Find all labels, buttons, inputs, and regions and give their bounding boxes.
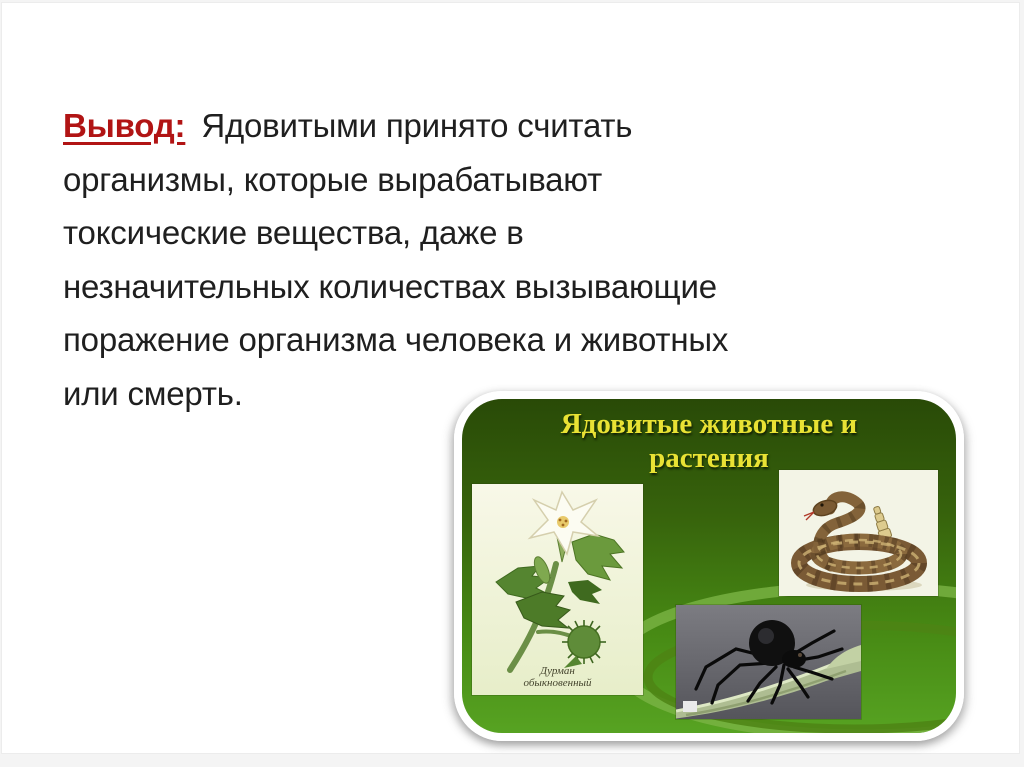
rattlesnake-illustration-icon — [779, 470, 938, 596]
conclusion-line-text: Ядовитыми принято считать — [201, 107, 633, 144]
presentation-slide — [1, 2, 1020, 754]
black-widow-spider-image — [676, 605, 861, 719]
poster-title-line: Ядовитые животные и — [560, 408, 858, 440]
plant-caption-line: Дурман — [540, 665, 575, 677]
conclusion-line: токсические вещества, даже в — [63, 214, 524, 251]
spider-illustration-icon — [676, 605, 861, 719]
datura-plant-image — [472, 484, 643, 695]
conclusion-line: поражение организма человека и животных — [63, 321, 729, 358]
plant-caption — [472, 665, 643, 689]
rattlesnake-image — [779, 470, 938, 596]
poster-title — [462, 407, 956, 475]
datura-illustration-icon — [472, 484, 643, 695]
poster-title-line: растения — [649, 442, 769, 474]
conclusion-line: или смерть. — [63, 374, 243, 412]
conclusion-text-block — [63, 99, 993, 420]
conclusion-line: незначительных количествах вызывающие — [63, 267, 717, 305]
conclusion-line: организмы, которые вырабатывают — [63, 160, 603, 198]
poisonous-organisms-poster — [454, 391, 964, 741]
plant-caption-line: обыкновенный — [523, 677, 592, 689]
conclusion-prefix: Вывод: — [63, 107, 186, 144]
conclusion-line — [63, 99, 993, 153]
